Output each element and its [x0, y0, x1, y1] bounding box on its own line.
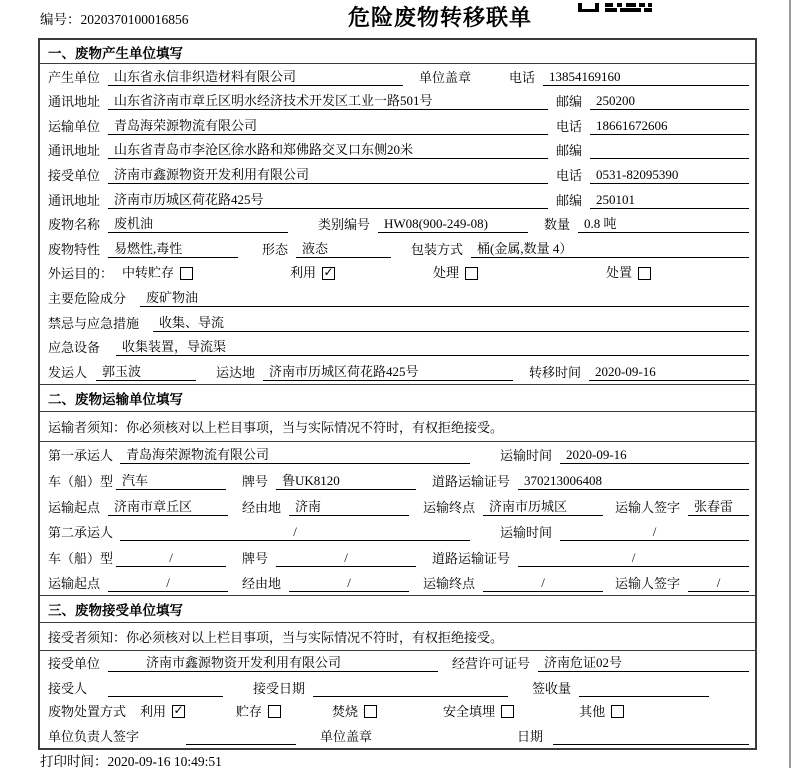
responsible-signature-label: 单位负责人签字 [48, 729, 140, 745]
disposal-incinerate-label: 焚烧 [332, 703, 359, 719]
endpoint2-value: / [483, 575, 603, 592]
destination-value: 济南市历城区荷花路425号 [263, 364, 513, 381]
phone1-value: 13854169160 [543, 69, 749, 86]
transport-time2-label: 运输时间 [500, 525, 553, 541]
origin2-label: 运输起点 [48, 576, 101, 592]
quantity-value: 0.8 吨 [578, 216, 749, 233]
signature2-label: 运输人签字 [615, 576, 681, 592]
print-time [40, 750, 222, 770]
carrier2-label: 第二承运人 [48, 525, 114, 541]
transfer-form [38, 38, 757, 750]
disposal-method-label: 废物处置方式 [48, 704, 127, 720]
zip1-label: 邮编 [556, 94, 583, 110]
vehicle-type2-label: 车（船）型 [48, 550, 114, 566]
endpoint1-label: 运输终点 [423, 499, 476, 515]
road-permit2-label: 道路运输证号 [432, 550, 511, 566]
row-transporter [40, 113, 755, 138]
road-permit1-value: 370213006408 [518, 473, 749, 490]
receiver-person-value [108, 680, 223, 697]
via1-label: 经由地 [242, 499, 282, 515]
transfer-time-value: 2020-09-16 [589, 364, 749, 381]
addr1-label: 通讯地址 [48, 94, 101, 110]
zip1-value: 250200 [590, 93, 749, 110]
disposal-utilize-checkbox [172, 705, 185, 718]
row-taboo-measures [40, 310, 755, 335]
phone3-label: 电话 [556, 167, 583, 183]
row-route1 [40, 493, 755, 519]
taboo-value: 收集、导流 [153, 315, 749, 332]
carrier1-value: 青岛海荣源物流有限公司 [120, 447, 470, 464]
receiver-person-label: 接受人 [48, 680, 88, 696]
purpose-option-dispose [606, 265, 651, 281]
addr2-value: 山东省青岛市李沧区徐水路和郑佛路交叉口东侧20米 [108, 142, 548, 159]
carrier2-value: / [120, 524, 470, 541]
receive-date-label: 接受日期 [253, 680, 306, 696]
purpose-option-transfer-storage [122, 265, 193, 281]
transporter-notice: 运输者须知：你必须核对以上栏目事项，当与实际情况不符时，有权拒绝接受。 [40, 412, 755, 442]
producer-value: 山东省永信非织造材料有限公司 [108, 69, 403, 86]
section2-header: 二、废物运输单位填写 [40, 384, 755, 412]
purpose-utilize-checkbox [322, 267, 335, 280]
purpose-utilize-label: 利用 [290, 265, 317, 281]
purpose-transfer-storage-label: 中转贮存 [122, 265, 175, 281]
form-value: 液态 [296, 241, 391, 258]
waste-character-value: 易燃性,毒性 [108, 241, 238, 258]
receiving-unit-value: 济南市鑫源物资开发利用有限公司 [108, 655, 438, 672]
row-producer [40, 64, 755, 89]
row-purpose [40, 261, 755, 286]
vehicle-type1-value: 汽车 [116, 473, 226, 490]
disposal-other-checkbox [611, 705, 624, 718]
origin1-label: 运输起点 [48, 499, 101, 515]
disposal-other-label: 其他 [579, 703, 606, 719]
via2-value: / [289, 575, 409, 592]
row-hazard-components [40, 285, 755, 310]
purpose-treat-label: 处理 [433, 265, 460, 281]
row-waste-character [40, 236, 755, 261]
disposal-option-landfill [443, 704, 514, 720]
transport-time1-value: 2020-09-16 [560, 447, 749, 464]
transport-time1-label: 运输时间 [500, 448, 553, 464]
print-time-value: 2020-09-16 10:49:51 [107, 754, 222, 769]
phone3-value: 0531-82095390 [590, 167, 749, 184]
hazard-value: 废矿物油 [140, 290, 749, 307]
hazard-label: 主要危险成分 [48, 290, 127, 306]
doc-number-value: 2020370100016856 [80, 12, 189, 27]
purpose-treat-checkbox [465, 267, 478, 280]
disposal-landfill-checkbox [501, 705, 514, 718]
category-value: HW08(900-249-08) [378, 216, 528, 233]
page-right-edge [789, 0, 791, 768]
origin1-value: 济南市章丘区 [108, 499, 228, 516]
row-receiving-unit [40, 651, 755, 675]
phone1-label: 电话 [509, 69, 536, 85]
addr3-value: 济南市历城区荷花路425号 [108, 192, 548, 209]
row-responsible-signature [40, 724, 755, 748]
row-carrier1 [40, 442, 755, 468]
unit-stamp-label: 单位盖章 [419, 69, 472, 85]
plate1-label: 牌号 [242, 473, 269, 489]
receiving-unit-label: 接受单位 [48, 656, 101, 672]
via2-label: 经由地 [242, 576, 282, 592]
addr1-value: 山东省济南市章丘区明水经济技术开发区工业一路501号 [108, 93, 548, 110]
waste-character-label: 废物特性 [48, 241, 101, 257]
row-producer-address [40, 89, 755, 114]
origin2-value: / [108, 575, 228, 592]
row-waste-name [40, 212, 755, 237]
phone2-label: 电话 [556, 118, 583, 134]
date-label: 日期 [517, 729, 544, 745]
road-permit1-label: 道路运输证号 [432, 473, 511, 489]
license-value: 济南危证02号 [538, 655, 749, 672]
responsible-signature-value [186, 728, 296, 745]
row-route2 [40, 570, 755, 596]
disposal-store-label: 贮存 [236, 703, 263, 719]
category-label: 类别编号 [318, 217, 371, 233]
road-permit2-value: / [518, 550, 749, 567]
zip2-label: 邮编 [556, 143, 583, 159]
row-disposal-method [40, 700, 755, 724]
endpoint2-label: 运输终点 [423, 576, 476, 592]
disposal-incinerate-checkbox [364, 705, 377, 718]
unit-stamp2-label: 单位盖章 [320, 729, 373, 745]
signature1-value: 张春雷 [688, 499, 749, 516]
row-emergency-equipment [40, 335, 755, 360]
row-receiver-person [40, 675, 755, 699]
phone2-value: 18661672606 [590, 118, 749, 135]
carrier1-label: 第一承运人 [48, 448, 114, 464]
signature1-label: 运输人签字 [615, 499, 681, 515]
trans-label: 运输单位 [48, 118, 101, 134]
signature2-value: / [688, 575, 749, 592]
destination-label: 运达地 [216, 364, 256, 380]
receive-date-value [313, 680, 508, 697]
row-carrier2 [40, 519, 755, 545]
producer-label: 产生单位 [48, 69, 101, 85]
row-receiver-address [40, 187, 755, 212]
doc-number-label: 编号： [40, 12, 81, 27]
equipment-value: 收集装置，导流渠 [116, 339, 749, 356]
purpose-label: 外运目的： [48, 265, 114, 281]
packing-value: 桶(金属,数量 4） [471, 241, 749, 258]
disposal-option-store [236, 704, 281, 720]
print-time-label: 打印时间： [40, 754, 108, 769]
transfer-time-label: 转移时间 [529, 364, 582, 380]
waste-name-label: 废物名称 [48, 217, 101, 233]
quantity-label: 数量 [544, 217, 571, 233]
row-receiver [40, 162, 755, 187]
purpose-dispose-checkbox [638, 267, 651, 280]
disposal-option-incinerate [332, 704, 377, 720]
received-amount-value [579, 680, 709, 697]
row-shipper [40, 359, 755, 384]
license-label: 经营许可证号 [452, 656, 531, 672]
disposal-option-utilize [140, 704, 185, 720]
form-label: 形态 [262, 241, 289, 257]
zip3-label: 邮编 [556, 192, 583, 208]
plate2-label: 牌号 [242, 550, 269, 566]
recv-label: 接受单位 [48, 167, 101, 183]
receiver-notice: 接受者须知：你必须核对以上栏目事项，当与实际情况不符时，有权拒绝接受。 [40, 623, 755, 651]
shipper-label: 发运人 [48, 364, 88, 380]
date-value [553, 728, 749, 745]
received-amount-label: 签收量 [532, 680, 572, 696]
endpoint1-value: 济南市历城区 [483, 499, 603, 516]
waste-name-value: 废机油 [108, 216, 288, 233]
packing-label: 包装方式 [411, 241, 464, 257]
row-vehicle1 [40, 467, 755, 493]
purpose-dispose-label: 处置 [606, 265, 633, 281]
row-transporter-address [40, 138, 755, 163]
shipper-value: 郭玉波 [96, 364, 196, 381]
equipment-label: 应急设备 [48, 340, 101, 356]
row-vehicle2 [40, 544, 755, 570]
plate1-value: 鲁UK8120 [276, 473, 416, 490]
zip3-value: 250101 [590, 192, 749, 209]
vehicle-type2-value: / [116, 550, 226, 567]
zip2-value [590, 142, 749, 159]
recv-value: 济南市鑫源物资开发利用有限公司 [108, 167, 548, 184]
page-title: 危险废物转移联单 [347, 5, 532, 30]
trans-value: 青岛海荣源物流有限公司 [108, 118, 548, 135]
disposal-option-other [579, 704, 624, 720]
transport-time2-value: / [560, 524, 749, 541]
purpose-transfer-storage-checkbox [180, 267, 193, 280]
section1-header: 一、废物产生单位填写 [40, 40, 755, 64]
disposal-store-checkbox [268, 705, 281, 718]
purpose-option-treat [433, 265, 478, 281]
purpose-option-utilize [290, 265, 335, 281]
vehicle-type1-label: 车（船）型 [48, 473, 114, 489]
via1-value: 济南 [289, 499, 409, 516]
section3-header: 三、废物接受单位填写 [40, 595, 755, 623]
addr2-label: 通讯地址 [48, 143, 101, 159]
plate2-value: / [276, 550, 416, 567]
disposal-landfill-label: 安全填埋 [443, 703, 496, 719]
disposal-utilize-label: 利用 [140, 703, 167, 719]
taboo-label: 禁忌与应急措施 [48, 315, 140, 331]
addr3-label: 通讯地址 [48, 192, 101, 208]
